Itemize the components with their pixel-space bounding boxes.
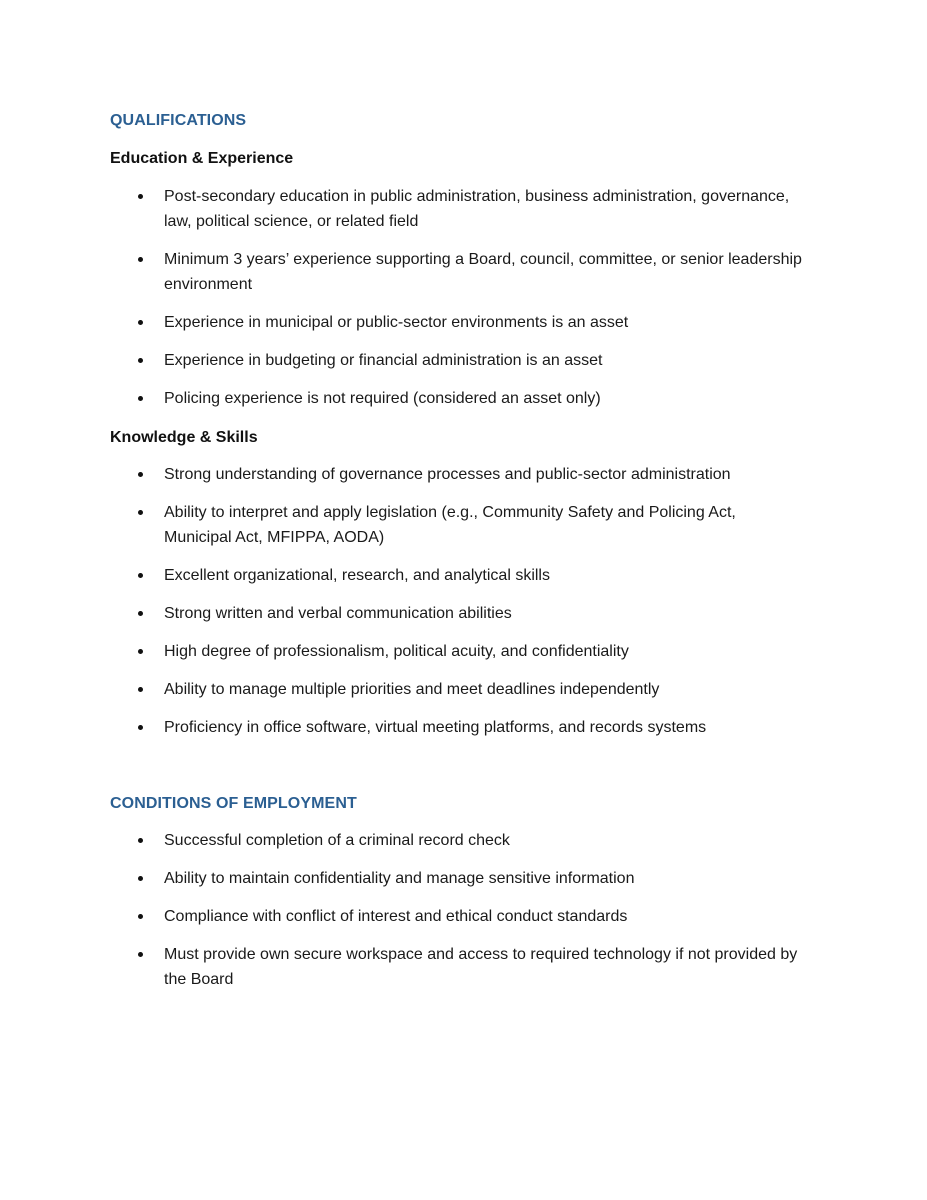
list-item: Ability to maintain confidentiality and manage sensitive information xyxy=(0,866,927,891)
list-item: Minimum 3 years’ experience supporting a Board, council, committee, or senior leadership environment xyxy=(0,247,927,297)
list-item: Compliance with conflict of interest and ethical conduct standards xyxy=(0,904,927,929)
list-item: Experience in budgeting or financial administration is an asset xyxy=(0,348,927,373)
conditions-list xyxy=(0,828,927,1005)
list-item: Successful completion of a criminal record check xyxy=(0,828,927,853)
education-experience-list xyxy=(0,184,927,424)
list-item: Proficiency in office software, virtual meeting platforms, and records systems xyxy=(0,715,927,740)
list-item: Policing experience is not required (considered an asset only) xyxy=(0,386,927,411)
list-item: Strong written and verbal communication abilities xyxy=(0,601,927,626)
qualifications-heading: QUALIFICATIONS xyxy=(110,112,247,129)
list-item: Ability to manage multiple priorities and meet deadlines independently xyxy=(0,677,927,702)
list-item: Must provide own secure workspace and access to required technology if not provided by the Board xyxy=(0,942,927,992)
list-item: High degree of professionalism, political acuity, and confidentiality xyxy=(0,639,927,664)
knowledge-skills-list xyxy=(0,462,927,753)
list-item: Strong understanding of governance processes and public-sector administration xyxy=(0,462,927,487)
conditions-heading: CONDITIONS OF EMPLOYMENT xyxy=(110,795,357,812)
knowledge-skills-heading: Knowledge & Skills xyxy=(110,429,258,446)
list-item: Experience in municipal or public-sector environments is an asset xyxy=(0,310,927,335)
education-experience-heading: Education & Experience xyxy=(110,150,294,167)
list-item: Excellent organizational, research, and analytical skills xyxy=(0,563,927,588)
list-item: Post-secondary education in public administration, business administration, governance, law, political science, or related field xyxy=(0,184,927,234)
list-item: Ability to interpret and apply legislation (e.g., Community Safety and Policing Act, Municipal Act, MFIPPA, AODA) xyxy=(0,500,927,550)
